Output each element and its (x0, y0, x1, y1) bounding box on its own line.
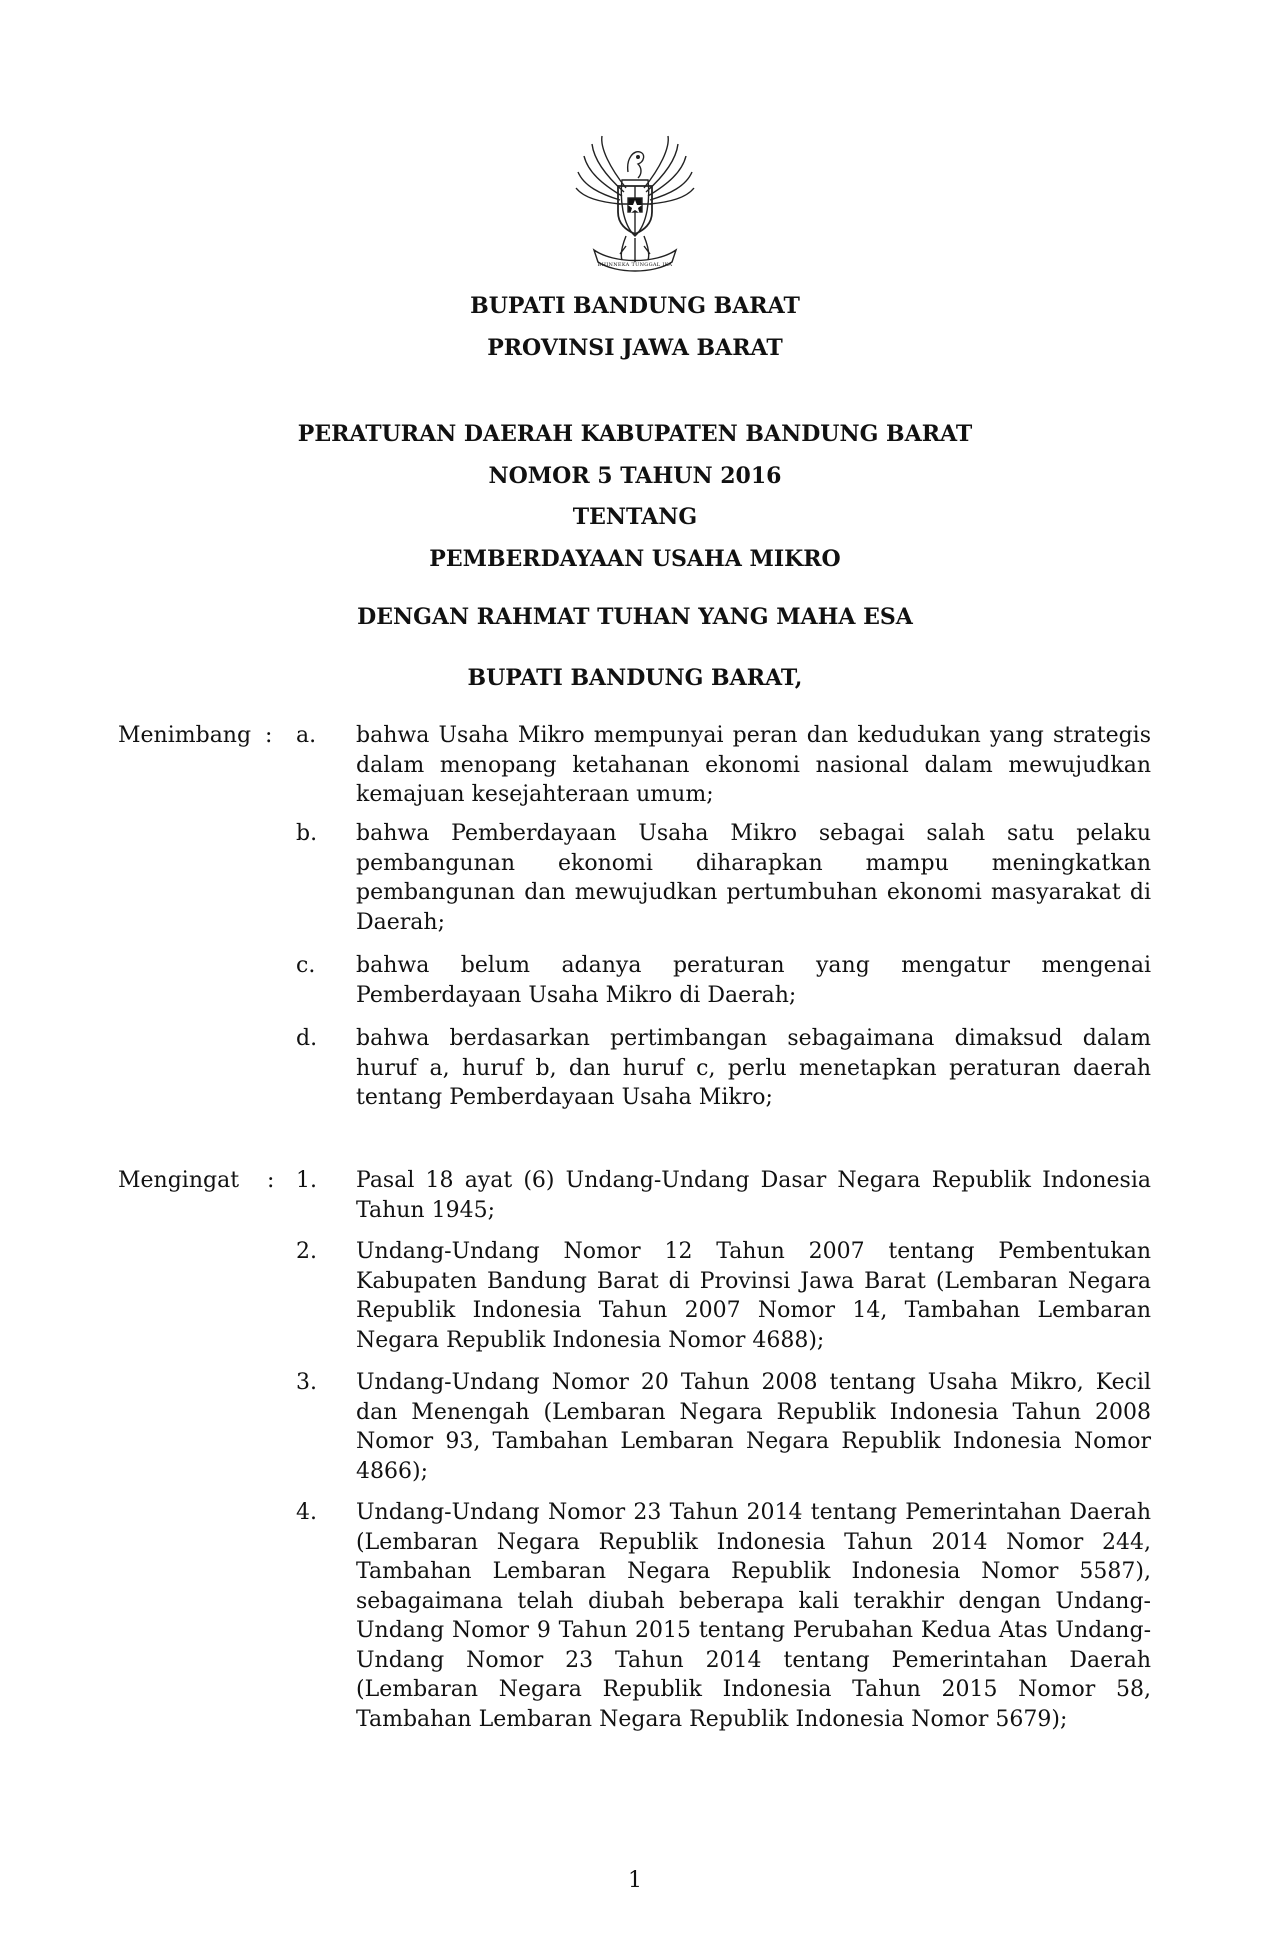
menimbang-label: Menimbang (118, 723, 252, 748)
authority: BUPATI BANDUNG BARAT, (467, 665, 803, 691)
menimbang-marker: b. (296, 821, 318, 846)
emblem-motto: BHINNEKA TUNGGAL IKA (597, 262, 673, 268)
invocation: DENGAN RAHMAT TUHAN YANG MAHA ESA (357, 604, 913, 630)
mengingat-marker: 2. (296, 1239, 317, 1264)
mengingat-marker: 1. (296, 1168, 317, 1193)
menimbang-item: bahwa Pemberdayaan Usaha Mikro sebagai salah satu pelaku pembangunan ekonomi diharapkan mampu meningkatkan pembangunan dan mewujudkan pertumbuhan ekonomi masyarakat di Daerah; (356, 821, 1151, 935)
regulation-title: PERATURAN DAERAH KABUPATEN BANDUNG BARAT (297, 421, 973, 447)
mengingat-item: Undang-Undang Nomor 23 Tahun 2014 tentang Pemerintahan Daerah (Lembaran Negara Republik Indonesia Tahun 2014 Nomor 244, Tambahan Lembaran Negara Republik Indonesia Nomor 5587), sebagaimana telah diubah beberapa kali terakhir dengan Undang-Undang Nomor 9 Tahun 2015 tentang Perubahan Kedua Atas Undang-Undang Nomor 23 Tahun 2014 tentang Pemerintahan Daerah (Lembaran Negara Republik Indonesia Tahun 2015 Nomor 58, Tambahan Lembaran Negara Republik Indonesia Nomor 5679); (356, 1500, 1151, 1732)
menimbang-marker: c. (296, 953, 316, 978)
menimbang-marker: d. (296, 1026, 318, 1051)
mengingat-marker: 4. (296, 1500, 317, 1525)
mengingat-item: Undang-Undang Nomor 20 Tahun 2008 tentang Usaha Mikro, Kecil dan Menengah (Lembaran Negara Republik Indonesia Tahun 2008 Nomor 93, Tambahan Lembaran Negara Republik Indonesia Nomor 4866); (356, 1370, 1151, 1484)
menimbang-colon: : (265, 723, 273, 748)
menimbang-item: bahwa Usaha Mikro mempunyai peran dan kedudukan yang strategis dalam menopang ketahanan ekonomi nasional dalam mewujudkan kemajuan kesejahteraan umum; (356, 723, 1151, 807)
mengingat-marker: 3. (296, 1370, 317, 1395)
mengingat-label: Mengingat (118, 1168, 240, 1193)
office-heading: BUPATI BANDUNG BARAT (470, 293, 800, 319)
mengingat-item: Undang-Undang Nomor 12 Tahun 2007 tentang Pembentukan Kabupaten Bandung Barat di Provinsi Jawa Barat (Lembaran Negara Republik Indonesia Tahun 2007 Nomor 14, Tambahan Lembaran Negara Republik Indonesia Nomor 4688); (356, 1239, 1151, 1353)
province-heading: PROVINSI JAWA BARAT (487, 335, 783, 361)
regulation-about: TENTANG (572, 504, 698, 530)
menimbang-marker: a. (296, 723, 317, 748)
page-number: 1 (628, 1868, 642, 1893)
garuda-emblem-icon (560, 128, 710, 278)
menimbang-item: bahwa belum adanya peraturan yang mengatur mengenai Pemberdayaan Usaha Mikro di Daerah; (356, 953, 1151, 1008)
mengingat-item: Pasal 18 ayat (6) Undang-Undang Dasar Negara Republik Indonesia Tahun 1945; (356, 1168, 1151, 1223)
menimbang-item: bahwa berdasarkan pertimbangan sebagaimana dimaksud dalam huruf a, huruf b, dan huruf c, perlu menetapkan peraturan daerah tentang Pemberdayaan Usaha Mikro; (356, 1026, 1151, 1110)
regulation-number: NOMOR 5 TAHUN 2016 (488, 463, 782, 489)
mengingat-colon: : (267, 1168, 275, 1193)
regulation-subject: PEMBERDAYAAN USAHA MIKRO (429, 546, 841, 572)
